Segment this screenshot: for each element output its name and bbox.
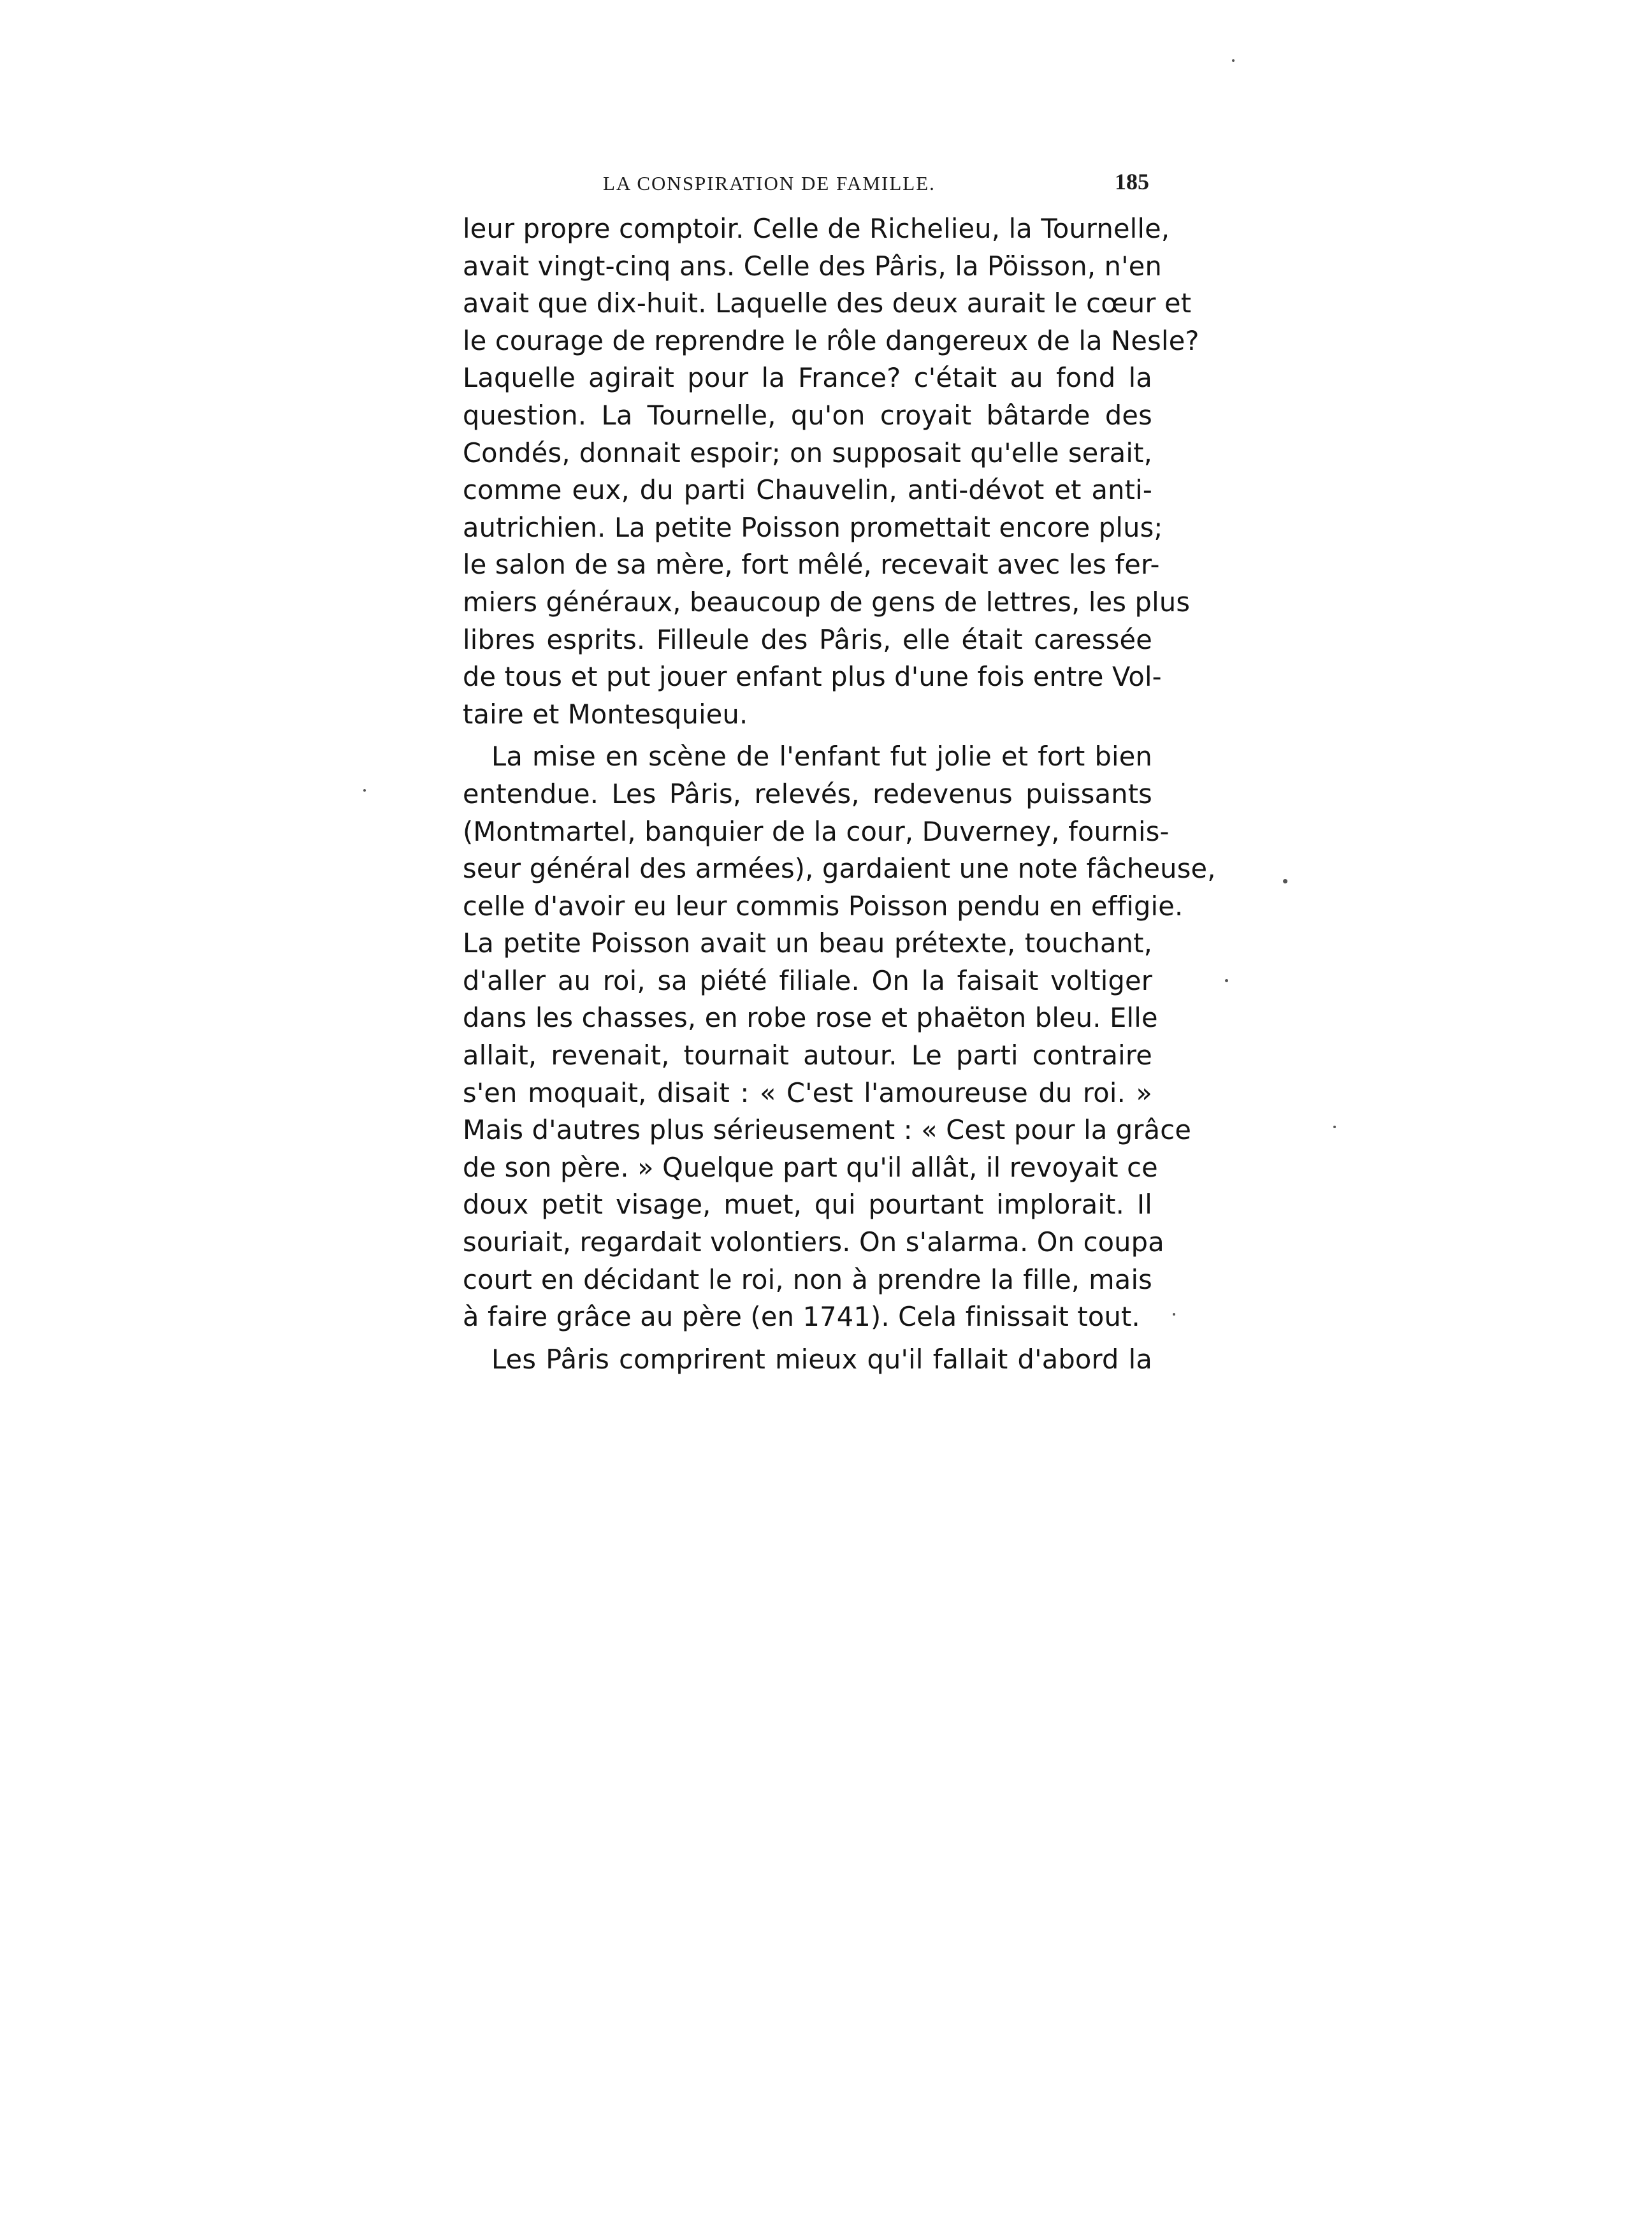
text-line: de tous et put jouer enfant plus d'une fois entre Vol- — [463, 661, 1162, 693]
body-text — [463, 210, 1216, 1378]
text-line: Condés, donnait espoir; on supposait qu'elle serait, — [463, 437, 1152, 468]
paragraph-gap — [463, 1336, 1152, 1341]
text-line: leur propre comptoir. Celle de Richelieu, la Tournelle, — [463, 213, 1170, 244]
text-line: court en décidant le roi, non à prendre la fille, mais — [463, 1263, 1152, 1295]
scan-speck — [1225, 979, 1228, 982]
running-head — [459, 167, 1150, 205]
text-line: Mais d'autres plus sérieusement : « Cest pour la grâce — [463, 1114, 1192, 1146]
text-line: miers généraux, beaucoup de gens de lettres, les plus — [463, 586, 1191, 618]
running-title: LA CONSPIRATION DE FAMILLE. — [603, 172, 936, 194]
text-line: s'en moquait, disait : « C'est l'amoureuse du roi. » — [463, 1077, 1152, 1108]
text-line: doux petit visage, muet, qui pourtant implorait. Il — [463, 1189, 1152, 1221]
text-line: le courage de reprendre le rôle dangereux de la Nesle? — [463, 324, 1199, 356]
text-line: celle d'avoir eu leur commis Poisson pendu en effigie. — [463, 890, 1184, 922]
text-line: le salon de sa mère, fort mêlé, recevait avec les fer- — [463, 549, 1160, 581]
text-line: de son père. » Quelque part qu'il allât, il revoyait ce — [463, 1151, 1158, 1183]
text-line: libres esprits. Filleule des Pâris, elle était caressée — [463, 623, 1152, 655]
text-line: Les Pâris comprirent mieux qu'il fallait d'abord la — [491, 1343, 1152, 1375]
text-line: allait, revenait, tournait autour. Le parti contraire — [463, 1040, 1152, 1071]
text-line: taire et Montesquieu. — [463, 698, 748, 730]
scan-speck — [363, 789, 366, 792]
text-line: avait vingt-cinq ans. Celle des Pâris, la Pöisson, n'en — [463, 250, 1162, 282]
scan-speck — [1283, 879, 1287, 883]
text-line: souriait, regardait volontiers. On s'alarma. On coupa — [463, 1226, 1164, 1258]
scan-speck — [1232, 59, 1235, 62]
text-line: autrichien. La petite Poisson promettait encore plus; — [463, 511, 1163, 543]
text-line: dans les chasses, en robe rose et phaëton bleu. Elle — [463, 1002, 1158, 1034]
text-line: seur général des armées), gardaient une note fâcheuse, — [463, 853, 1216, 885]
text-line: d'aller au roi, sa piété filiale. On la faisait voltiger — [463, 964, 1152, 996]
text-line: La mise en scène de l'enfant fut jolie et fort bien — [491, 741, 1152, 773]
page-number: 185 — [1115, 169, 1149, 194]
scan-speck — [1173, 1313, 1175, 1316]
text-line: à faire grâce au père (en 1741). Cela finissait tout. — [463, 1301, 1140, 1333]
text-line: (Montmartel, banquier de la cour, Duverney, fournis- — [463, 815, 1170, 847]
text-line: avait que dix-huit. Laquelle des deux aurait le cœur et — [463, 287, 1192, 319]
text-line: question. La Tournelle, qu'on croyait bâtarde des — [463, 399, 1152, 431]
paragraph-gap — [463, 733, 1152, 738]
text-line: entendue. Les Pâris, relevés, redevenus puissants — [463, 778, 1152, 809]
scan-speck — [1333, 1126, 1336, 1128]
text-line: comme eux, du parti Chauvelin, anti-dévot et anti- — [463, 474, 1152, 506]
text-line: La petite Poisson avait un beau prétexte, touchant, — [463, 927, 1152, 959]
text-line: Laquelle agirait pour la France? c'était au fond la — [463, 362, 1152, 394]
